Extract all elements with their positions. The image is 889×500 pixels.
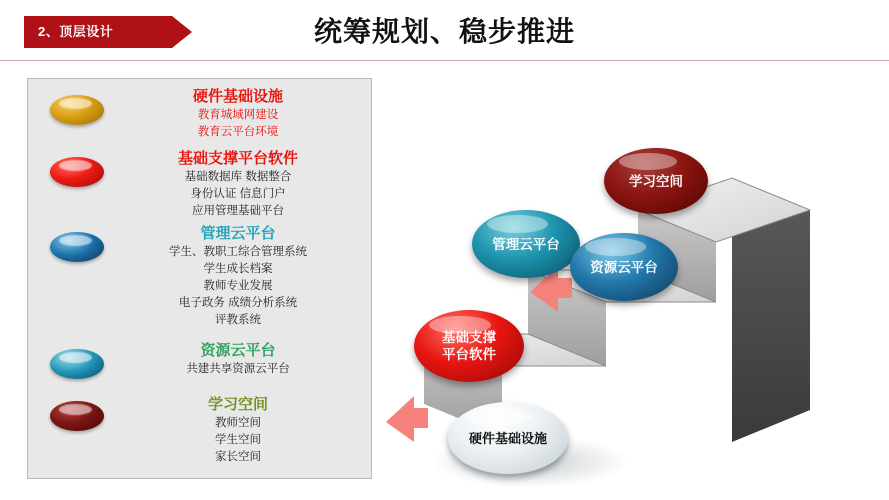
legend-text-manage-cloud [112,224,364,329]
stair-diagram [380,70,885,490]
legend-title: 管理云平台 [200,225,276,242]
legend-title: 硬件基础设施 [192,88,283,105]
learning-space-node[interactable] [604,148,708,214]
legend-sub: 教育城域网建设 [197,109,279,121]
learning-space-node-label: 学习空间 [629,173,683,189]
blue-bullet-icon [50,232,104,262]
legend-text-hardware [112,87,364,141]
legend-sub: 教育云平台环境 [197,126,279,138]
section-tag-label: 2、顶层设计 [38,24,114,39]
legend-sub: 共建共享资源云平台 [186,363,290,375]
slide-header [0,0,889,62]
legend-sub: 身份认证 信息门户 [190,188,286,200]
teal-bullet-icon [50,349,104,379]
hardware-node-label: 硬件基础设施 [468,430,547,446]
legend-sub: 学生、教职工综合管理系统 [169,246,307,258]
legend-sub: 基础数据库 数据整合 [184,171,292,183]
darkred-bullet-icon [50,401,104,431]
legend-sub: 学生空间 [215,434,261,446]
manage-cloud-node-label: 管理云平台 [492,236,560,252]
legend-title: 资源云平台 [200,342,276,359]
legend-sub: 评教系统 [215,314,261,326]
resource-cloud-node[interactable] [570,233,678,301]
legend-title: 基础支撑平台软件 [177,150,298,167]
legend-sub: 教师空间 [215,417,261,429]
legend-panel [27,78,372,479]
hardware-node[interactable] [448,402,568,474]
legend-text-learning-space [112,395,364,466]
support-platform-node[interactable] [414,310,524,382]
legend-sub: 家长空间 [215,451,261,463]
page-title: 统筹规划、稳步推进 [313,16,575,47]
manage-cloud-node[interactable] [472,210,580,278]
support-platform-node-label-line2: 平台软件 [442,347,496,362]
header-divider [0,60,889,61]
legend-sub: 教师专业发展 [203,280,273,292]
resource-cloud-node-label: 资源云平台 [590,259,658,275]
red-bullet-icon [50,157,104,187]
support-platform-node-label-line1: 基础支撑 [442,330,496,345]
legend-title: 学习空间 [207,396,268,413]
legend-sub: 应用管理基础平台 [192,205,284,217]
legend-sub: 学生成长档案 [203,263,273,275]
gold-bullet-icon [50,95,104,125]
legend-text-support-platform [112,149,364,220]
legend-text-resource-cloud [112,341,364,378]
legend-sub: 电子政务 成绩分析系统 [178,297,298,309]
